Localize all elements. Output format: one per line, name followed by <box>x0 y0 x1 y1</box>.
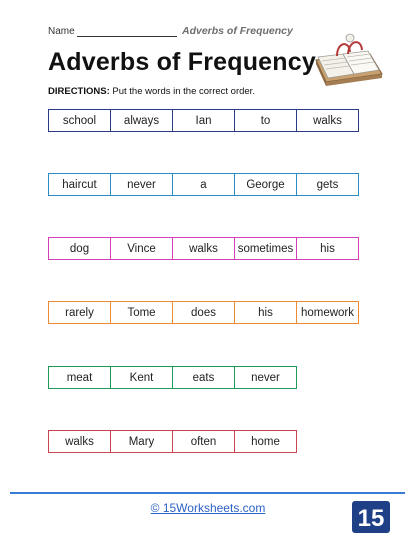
name-label: Name <box>48 26 75 37</box>
name-line[interactable] <box>77 36 177 37</box>
directions <box>48 86 255 97</box>
word-box[interactable]: rarely <box>48 301 111 324</box>
word-box[interactable]: to <box>234 109 297 132</box>
directions-label: DIRECTIONS: <box>48 86 110 97</box>
word-box[interactable]: sometimes <box>234 237 297 260</box>
word-row-4 <box>48 301 358 324</box>
worksheet-title: Adverbs of Frequency <box>182 25 293 37</box>
name-row <box>48 24 308 40</box>
word-box[interactable]: Kent <box>110 366 173 389</box>
word-box[interactable]: Ian <box>172 109 235 132</box>
main-title: Adverbs of Frequency <box>48 48 316 76</box>
word-box[interactable]: his <box>296 237 359 260</box>
directions-text: Put the words in the correct order. <box>109 86 255 97</box>
word-row-2 <box>48 173 358 196</box>
word-box[interactable]: homework <box>296 301 359 324</box>
word-box[interactable]: Tome <box>110 301 173 324</box>
word-box[interactable]: walks <box>48 430 111 453</box>
word-box[interactable]: always <box>110 109 173 132</box>
word-box[interactable]: home <box>234 430 297 453</box>
book-icon <box>308 30 388 98</box>
brand-logo-icon <box>350 499 392 535</box>
word-box[interactable]: his <box>234 301 297 324</box>
brand-logo-number: 15 <box>357 505 385 532</box>
word-box[interactable]: Vince <box>110 237 173 260</box>
word-box[interactable]: school <box>48 109 111 132</box>
word-box[interactable]: does <box>172 301 235 324</box>
word-box[interactable]: haircut <box>48 173 111 196</box>
footer-link[interactable]: © 15Worksheets.com <box>150 501 266 515</box>
word-row-3 <box>48 237 358 260</box>
word-row-5 <box>48 366 296 389</box>
word-box[interactable]: never <box>234 366 297 389</box>
word-box[interactable]: never <box>110 173 173 196</box>
word-box[interactable]: meat <box>48 366 111 389</box>
word-box[interactable]: dog <box>48 237 111 260</box>
word-row-6 <box>48 430 296 453</box>
word-box[interactable]: walks <box>172 237 235 260</box>
word-box[interactable]: walks <box>296 109 359 132</box>
word-box[interactable]: gets <box>296 173 359 196</box>
word-box[interactable]: eats <box>172 366 235 389</box>
word-box[interactable]: a <box>172 173 235 196</box>
word-box[interactable]: Mary <box>110 430 173 453</box>
footer-line <box>10 492 405 494</box>
word-box[interactable]: often <box>172 430 235 453</box>
word-box[interactable]: George <box>234 173 297 196</box>
word-row-1 <box>48 109 358 132</box>
